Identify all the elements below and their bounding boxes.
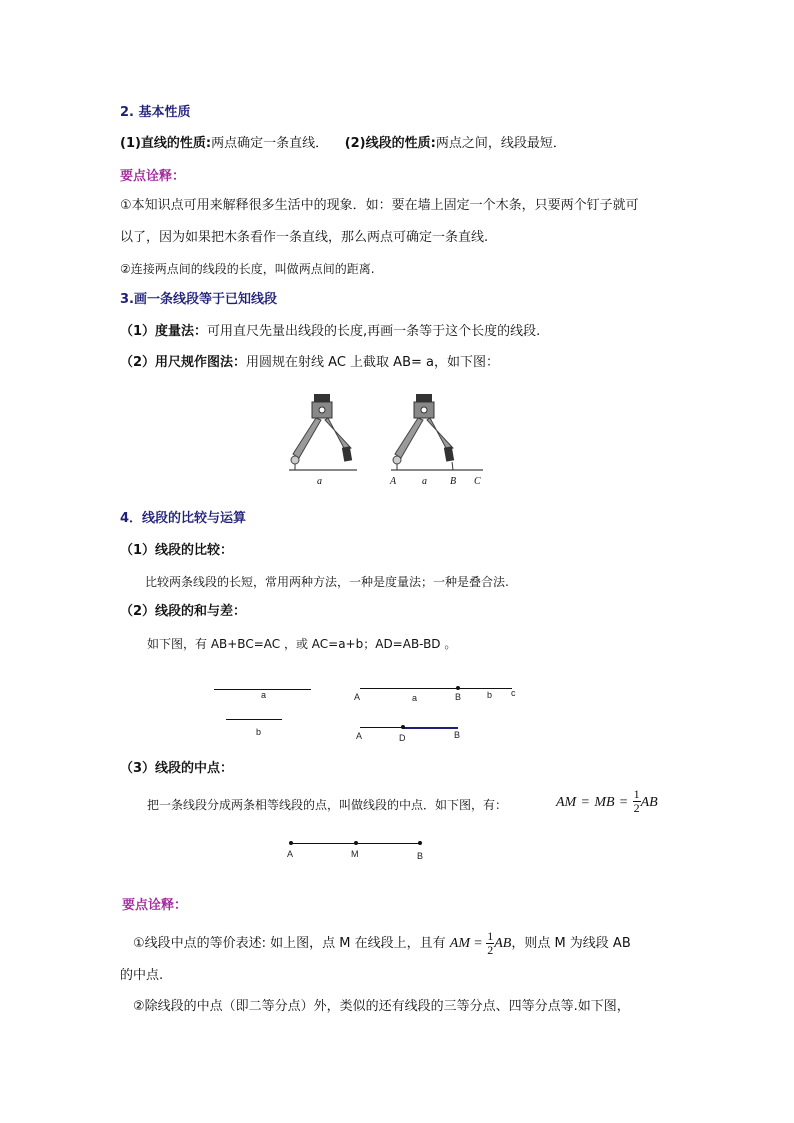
midpoint-heading: （3）线段的中点： xyxy=(120,761,234,776)
measure-method-label: （1）度量法： xyxy=(120,324,208,339)
tip-formula-fraction xyxy=(486,930,494,957)
diff-segment-bd xyxy=(403,727,458,729)
compass-2-label-C: C xyxy=(474,476,481,487)
mid-label-A: A xyxy=(287,849,294,859)
formula-mb: MB xyxy=(594,795,615,810)
segment-property-label: (2)线段的性质: xyxy=(344,136,436,151)
compass-1-label-a: a xyxy=(317,476,322,487)
compass-method-label: （2）用尺规作图法： xyxy=(120,355,247,370)
compass-figure-2 xyxy=(385,392,485,488)
diff-label-A: A xyxy=(356,731,363,741)
measure-method xyxy=(120,323,540,341)
sum-label-A: A xyxy=(354,692,361,702)
fraction-numerator: 1 xyxy=(633,787,640,801)
line-property-text: 两点确定一条直线． xyxy=(211,136,329,151)
line-property-label: (1)直线的性质: xyxy=(120,136,212,151)
tip-2-paragraph-1 xyxy=(133,930,631,957)
compass-2-label-a: a xyxy=(422,476,427,487)
measure-method-text: 可用直尺先量出线段的长度,再画一条等于这个长度的线段. xyxy=(207,324,541,339)
mid-point-M xyxy=(354,841,358,845)
segment-b-label: b xyxy=(256,727,262,737)
tip-2-title: 要点诠释： xyxy=(122,898,188,913)
compass-2-label-B: B xyxy=(450,476,457,487)
mid-point-A xyxy=(289,841,293,845)
formula-ab: AB xyxy=(640,795,658,810)
comparison-text: 比较两条线段的长短，常用两种方法，一种是度量法；一种是叠合法. xyxy=(145,575,509,589)
sum-label-a: a xyxy=(412,693,418,703)
segment-property-text: 两点之间，线段最短． xyxy=(435,136,566,151)
fraction-denominator: 2 xyxy=(633,801,640,815)
sum-label-c: c xyxy=(511,688,516,698)
sum-label-b: b xyxy=(487,690,493,700)
mid-label-M: M xyxy=(351,849,359,859)
diff-label-B: B xyxy=(454,730,461,740)
mid-point-B xyxy=(418,841,422,845)
midpoint-formula xyxy=(556,788,658,815)
tip-2-paragraph-2: 的中点. xyxy=(120,968,164,983)
mid-label-B: B xyxy=(417,851,424,861)
tip-2-p1-text-a: ①线段中点的等价表述: 如上图，点 M 在线段上，且有 xyxy=(133,936,446,951)
segment-b-line xyxy=(226,719,282,720)
diff-point-D xyxy=(401,725,405,729)
tip-1-title: 要点诠释： xyxy=(120,169,186,184)
tip-fraction-numerator: 1 xyxy=(487,929,494,943)
tip-1-paragraph-2: 以了，因为如果把木条看作一条直线，那么两点可确定一条直线. xyxy=(120,230,489,245)
formula-am: AM xyxy=(556,795,577,810)
tip-formula-eq: = xyxy=(474,936,483,951)
comparison-heading: （1）线段的比较： xyxy=(120,543,234,558)
section-3-title: 3.画一条线段等于已知线段 xyxy=(120,292,277,307)
sum-diff-text: 如下图，有 AB+BC=AC ，或 AC=a+b；AD=AB-BD 。 xyxy=(147,637,457,651)
diff-label-D: D xyxy=(399,733,406,743)
compass-method-text: 用圆规在射线 AC 上截取 AB= a，如下图： xyxy=(246,355,499,370)
midpoint-text: 把一条线段分成两条相等线段的点，叫做线段的中点．如下图，有： xyxy=(147,798,508,812)
tip-2-p1-text-b: ，则点 M 为线段 AB xyxy=(511,936,631,951)
tip-2-paragraph-3: ②除线段的中点（即二等分点）外，类似的还有线段的三等分点、四等分点等.如下图， xyxy=(133,999,630,1014)
sum-point-B xyxy=(456,686,460,690)
property-line xyxy=(120,135,566,153)
segment-a-label: a xyxy=(261,690,267,700)
formula-eq-2: = xyxy=(619,795,628,810)
formula-eq-1: = xyxy=(581,795,590,810)
tip-1-paragraph-3: ②连接两点间的线段的长度，叫做两点间的距离. xyxy=(120,262,375,276)
section-2-title: 2. 基本性质 xyxy=(120,105,191,120)
sum-segment-line xyxy=(360,688,512,689)
tip-formula-am: AM xyxy=(449,936,471,951)
compass-figure-1 xyxy=(285,392,360,488)
section-4-title: 4．线段的比较与运算 xyxy=(120,511,247,526)
sum-label-B: B xyxy=(455,692,462,702)
tip-fraction-denominator: 2 xyxy=(487,943,494,957)
compass-method xyxy=(120,354,499,372)
compass-2-label-A: A xyxy=(390,476,397,487)
sum-diff-heading: （2）线段的和与差： xyxy=(120,604,247,619)
formula-fraction xyxy=(633,788,641,815)
tip-1-paragraph-1: ①本知识点可用来解释很多生活中的现象．如：要在墙上固定一个木条，只要两个钉子就可 xyxy=(120,198,639,213)
tip-formula-ab: AB xyxy=(494,936,512,951)
